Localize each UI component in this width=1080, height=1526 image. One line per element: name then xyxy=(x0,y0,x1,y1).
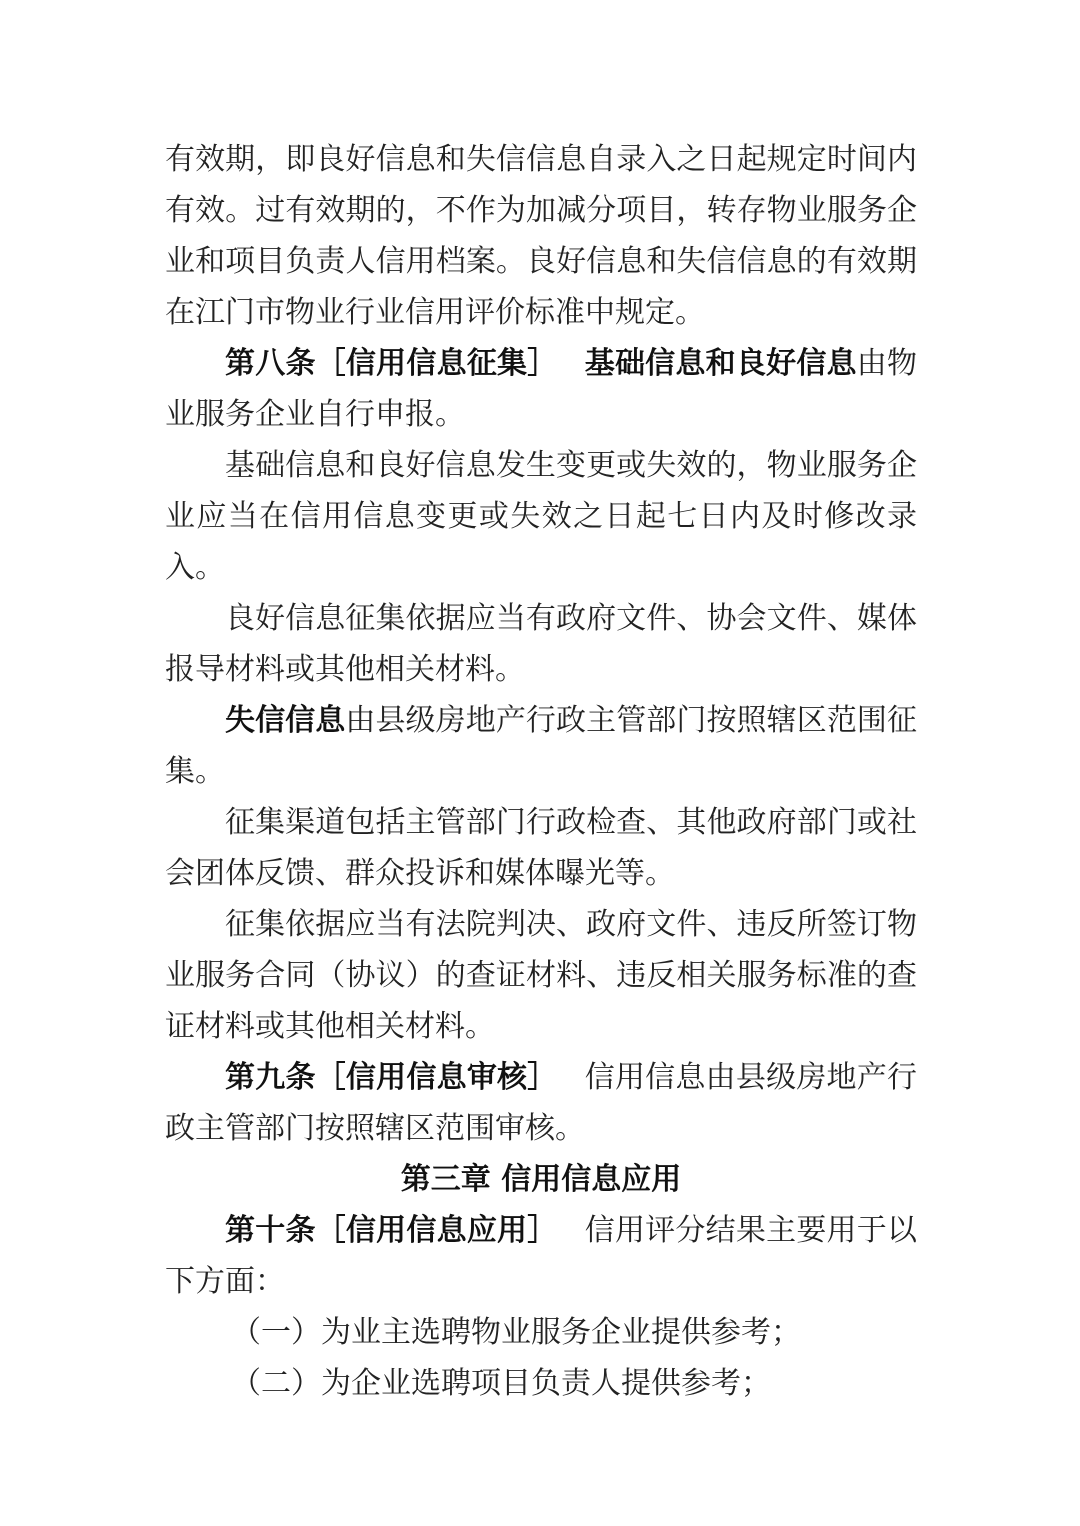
document-body xyxy=(165,134,917,1409)
article-10-text: 信用评分结果主要用于以下方面： xyxy=(165,1213,917,1299)
chapter-3-title: 第三章 信用信息应用 xyxy=(400,1162,682,1197)
paragraph-collection-channels: 征集渠道包括主管部门行政检查、其他政府部门或社会团体反馈、群众投诉和媒体曝光等。 xyxy=(165,805,917,891)
article-10-paragraph xyxy=(165,1205,917,1307)
bad-info-text: 由县级房地产行政主管部门按照辖区范围征集。 xyxy=(165,703,918,789)
paragraph-validity-period: 有效期，即良好信息和失信信息自录入之日起规定时间内有效。过有效期的，不作为加减分项目，转存物业服务企业和项目负责人信用档案。良好信息和失信信息的有效期在江门市物业行业信用评价标准中规定。 xyxy=(165,142,917,330)
list-item-2: （二）为企业选聘项目负责人提供参考； xyxy=(231,1366,771,1401)
paragraph-good-info-basis: 良好信息征集依据应当有政府文件、协会文件、媒体报导材料或其他相关材料。 xyxy=(165,601,917,687)
article-8-paragraph xyxy=(165,338,917,440)
article-9-text: 信用信息由县级房地产行政主管部门按照辖区范围审核。 xyxy=(165,1060,917,1146)
article-10-heading: 第十条［信用信息应用］ xyxy=(225,1213,558,1248)
article-9-paragraph xyxy=(165,1052,917,1154)
article-8-bold-term: 基础信息和良好信息 xyxy=(584,346,857,381)
article-8-text: 由物业服务企业自行申报。 xyxy=(165,346,918,432)
article-8-heading: 第八条［信用信息征集］ xyxy=(225,346,558,381)
paragraph-collection-basis: 征集依据应当有法院判决、政府文件、违反所签订物业服务合同（协议）的查证材料、违反相关服务标准的查证材料或其他相关材料。 xyxy=(165,907,917,1044)
bad-info-bold-term: 失信信息 xyxy=(225,703,346,738)
paragraph-bad-info-collection xyxy=(165,695,917,797)
list-item-1: （一）为业主选聘物业服务企业提供参考； xyxy=(231,1315,801,1350)
article-9-heading: 第九条［信用信息审核］ xyxy=(225,1060,558,1095)
paragraph-info-change: 基础信息和良好信息发生变更或失效的，物业服务企业应当在信用信息变更或失效之日起七日内及时修改录入。 xyxy=(165,448,917,585)
